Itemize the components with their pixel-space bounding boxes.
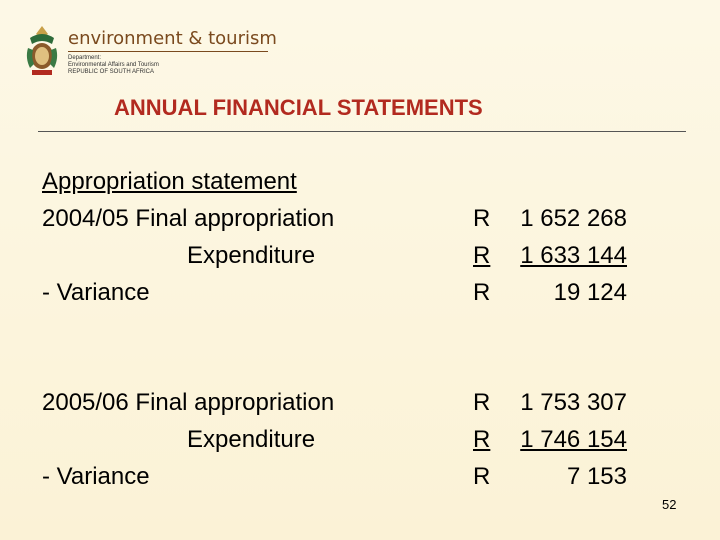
coat-of-arms-icon [22,24,62,80]
brand-divider [68,51,268,52]
expenditure-label-2005: Expenditure [187,426,316,453]
currency-symbol: R [473,463,491,490]
final-appropriation-label-2005: 2005/06 Final appropriation [42,389,335,416]
currency-symbol: R [473,279,491,306]
section-heading: Appropriation statement [42,168,297,195]
page-title: ANNUAL FINANCIAL STATEMENTS [114,95,483,120]
amount-value: 1 746 154 [520,426,627,453]
final-appropriation-label-2004: 2004/05 Final appropriation [42,205,335,232]
department-logo [22,24,277,84]
brand-subtitle [68,55,159,76]
amount-value: 1 753 307 [520,389,627,416]
page-number: 52 [662,497,677,512]
expenditure-amount-2005 [473,425,627,455]
currency-symbol: R [473,426,491,453]
currency-symbol: R [473,389,491,416]
amount-value: 19 124 [553,279,627,306]
amount-value: 7 153 [566,463,627,490]
currency-symbol: R [473,205,491,232]
currency-symbol: R [473,242,491,269]
variance-amount-2004 [473,278,627,308]
brand-line-country: REPUBLIC OF SOUTH AFRICA [68,69,155,75]
variance-label-2004: - Variance [42,279,150,306]
expenditure-label-2004: Expenditure [187,242,316,269]
final-appropriation-amount-2004 [473,204,627,234]
final-appropriation-amount-2005 [473,388,627,418]
amount-value: 1 652 268 [520,205,627,232]
title-divider [38,131,686,132]
variance-amount-2005 [473,462,627,492]
expenditure-amount-2004 [473,241,627,271]
amount-value: 1 633 144 [520,242,627,269]
brand-line-department: Department: [68,55,102,61]
brand-title: environment & tourism [68,28,277,49]
variance-label-2005: - Variance [42,463,150,490]
brand-line-name: Environmental Affairs and Tourism [68,62,159,68]
